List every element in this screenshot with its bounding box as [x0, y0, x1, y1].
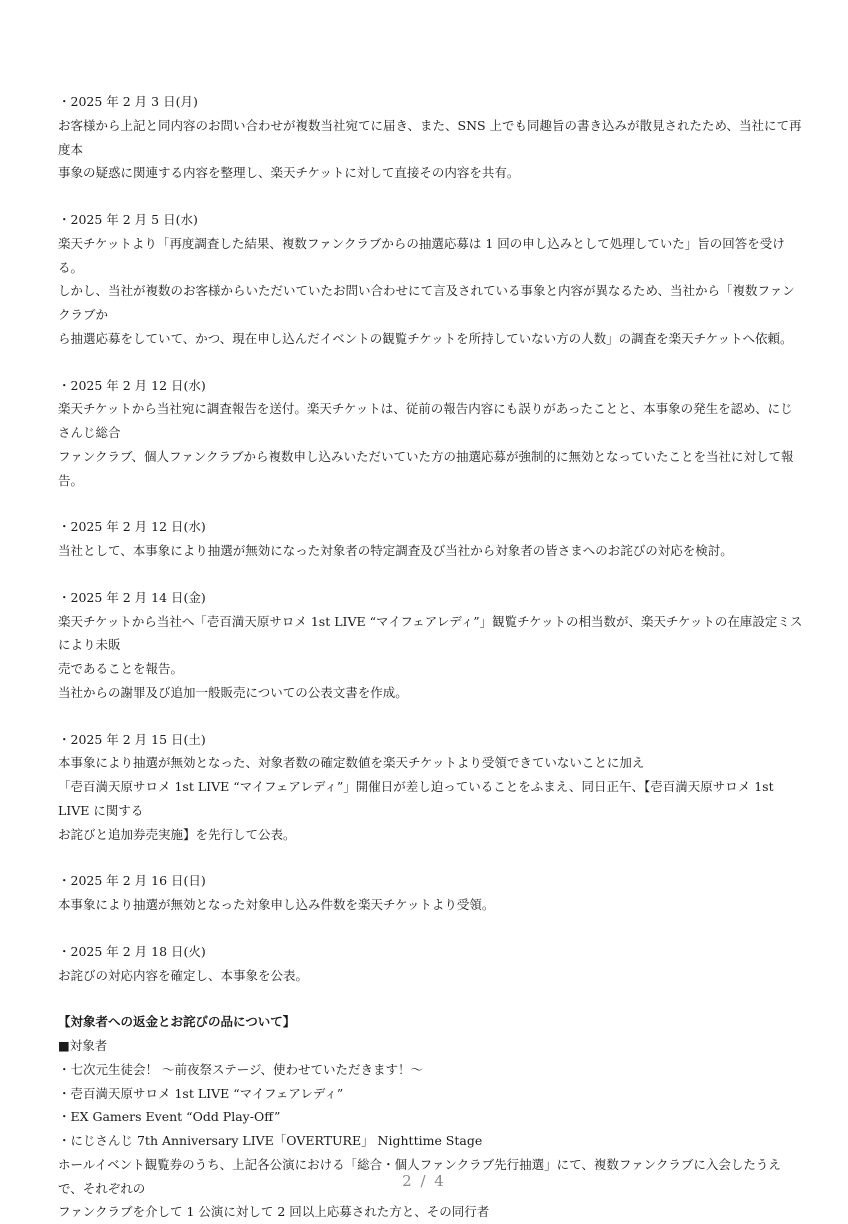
entry-date: ・2025 年 2 月 15 日(土): [58, 731, 206, 747]
entry-text-line: 事象の疑惑に関連する内容を整理し、楽天チケットに対して直接その内容を共有。: [58, 165, 520, 181]
entry-text-line: 楽天チケットより「再度調査した結果、複数ファンクラブからの抽選応募は 1 回の申し込みとして処理していた」旨の回答を受ける。: [58, 235, 785, 275]
entry-text-line: 本事象により抽選が無効となった対象申し込み件数を楽天チケットより受領。: [58, 897, 495, 912]
timeline-entry: [58, 208, 803, 351]
document-body: [58, 90, 803, 1224]
entry-text-line: ら抽選応募をしていて、かつ、現在申し込んだイベントの観覧チケットを所持していない方の人数」の調査を楽天チケットへ依頼。: [58, 330, 793, 346]
timeline-entry: [58, 940, 803, 988]
entry-text-line: 当社として、本事象により抽選が無効になった対象者の特定調査及び当社から対象者の皆さまへのお詫びの対応を検討。: [58, 543, 733, 558]
entry-text-line: しかし、当社が複数のお客様からいただいていたお問い合わせにて言及されている事象と内容が異なるため、当社から「複数ファンクラブか: [58, 283, 795, 322]
timeline-entry: [58, 90, 803, 185]
timeline-entry: [58, 869, 803, 917]
entry-date: ・2025 年 2 月 14 日(金): [58, 589, 206, 605]
timeline-entry: [58, 374, 803, 493]
timeline-entries: [58, 90, 803, 987]
section-text-line: ・にじさんじ 7th Anniversary LIVE「OVERTURE」 Nighttime Stage: [58, 1133, 483, 1148]
entry-date: ・2025 年 2 月 3 日(月): [58, 94, 198, 109]
section-text-line: ・七次元生徒会！ ～前夜祭ステージ、使わせていただきます！～: [58, 1061, 423, 1077]
entry-text-line: 「壱百満天原サロメ 1st LIVE “マイフェアレディ”」開催日が差し迫っていることをふまえ、同日正午、【壱百満天原サロメ 1st LIVE に関する: [58, 779, 774, 818]
entry-date: ・2025 年 2 月 16 日(日): [58, 873, 206, 889]
entry-text-line: 楽天チケットから当社へ「壱百満天原サロメ 1st LIVE “マイフェアレディ”」観覧チケットの相当数が、楽天チケットの在庫設定ミスにより未販: [58, 613, 803, 653]
entry-text-line: 楽天チケットから当社宛に調査報告を送付。楽天チケットは、従前の報告内容にも誤りがあったことと、本事象の発生を認め、にじさんじ総合: [58, 401, 793, 440]
entry-text-line: お詫びと追加券売実施】を先行して公表。: [58, 826, 296, 842]
entry-text-line: 本事象により抽選が無効となった、対象者数の確定数値を楽天チケットより受領できていないことに加え: [58, 755, 645, 771]
section-text-line: ファンクラブを介して 1 公演に対して 2 回以上応募された方と、その同行者: [58, 1204, 490, 1220]
timeline-entry: [58, 728, 803, 847]
timeline-entry: [58, 515, 803, 563]
page-indicator: 2 / 4: [402, 1172, 446, 1190]
entry-text-line: お客様から上記と同内容のお問い合わせが複数当社宛てに届き、また、SNS 上でも同趣旨の書き込みが散見されたため、当社にて再度本: [58, 117, 802, 157]
entry-date: ・2025 年 2 月 12 日(水): [58, 519, 206, 535]
section-text-line: ・EX Gamers Event “Odd Play-Off”: [58, 1109, 281, 1125]
entry-text-line: お詫びの対応内容を確定し、本事象を公表。: [58, 967, 309, 983]
entry-text-line: ファンクラブ、個人ファンクラブから複数申し込みいただいていた方の抽選応募が強制的に無効となっていたことを当社に対して報告。: [58, 448, 794, 488]
section-text-line: ・壱百満天原サロメ 1st LIVE “マイフェアレディ”: [58, 1085, 344, 1101]
section-lines: [58, 1058, 803, 1224]
entry-date: ・2025 年 2 月 12 日(水): [58, 377, 206, 393]
timeline-entry: [58, 586, 803, 705]
entry-text-line: 売であることを報告。: [58, 661, 184, 676]
entry-date: ・2025 年 2 月 18 日(火): [58, 943, 206, 959]
entry-date: ・2025 年 2 月 5 日(水): [58, 212, 198, 227]
section-title: 【対象者への返金とお詫びの品について】: [58, 1014, 296, 1030]
section-text-line: ホールイベント観覧券のうち、上記各公演における「総合・個人ファンクラブ先行抽選」にて、複数ファンクラブに入会したうえで、それぞれの: [58, 1156, 781, 1196]
entry-text-line: 当社からの謝罪及び追加一般販売についての公表文書を作成。: [58, 684, 408, 700]
section-subtitle: ■対象者: [58, 1038, 108, 1053]
refund-section: [58, 1010, 803, 1224]
